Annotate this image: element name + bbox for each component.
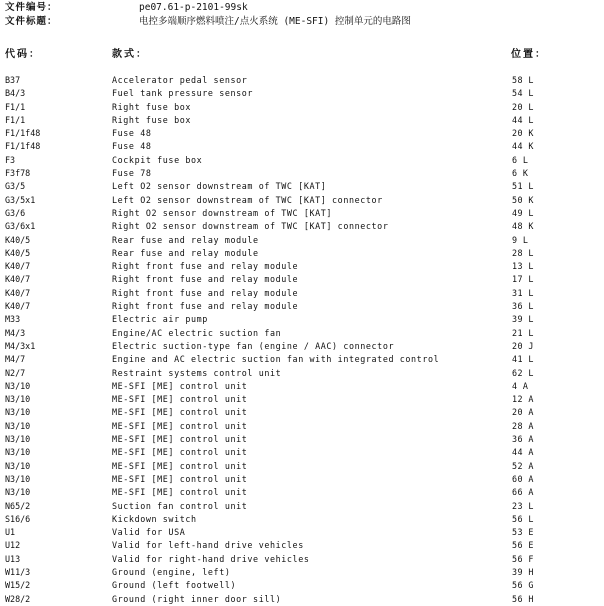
list-item (0, 327, 604, 340)
list-item (0, 167, 604, 180)
component-position: 23 L (512, 500, 534, 511)
component-code: F1/1 (5, 101, 26, 112)
component-code: U13 (5, 553, 21, 564)
component-code: K40/7 (5, 261, 31, 272)
component-position: 56 G (512, 580, 534, 591)
list-item (0, 367, 604, 380)
component-position: 39 L (512, 314, 534, 325)
component-description: Right O2 sensor downstream of TWC [KAT] (112, 207, 333, 218)
component-description: Right fuse box (112, 114, 191, 125)
component-description: ME-SFI [ME] control unit (112, 447, 248, 458)
component-description: ME-SFI [ME] control unit (112, 420, 248, 431)
component-position: 51 L (512, 181, 534, 192)
list-item (0, 593, 604, 606)
component-description: Fuse 78 (112, 168, 152, 179)
list-item (0, 340, 604, 353)
list-item (0, 220, 604, 233)
component-description: Right front fuse and relay module (112, 287, 299, 298)
list-item (0, 207, 604, 220)
component-position: 17 L (512, 274, 534, 285)
component-code: W15/2 (5, 580, 31, 591)
list-item (0, 313, 604, 326)
component-code: F3f78 (5, 168, 31, 179)
list-item (0, 194, 604, 207)
component-description: Ground (engine, left) (112, 566, 231, 577)
list-item (0, 539, 604, 552)
component-code: N3/10 (5, 380, 31, 391)
component-position: 28 L (512, 247, 534, 258)
component-code: F1/1 (5, 114, 26, 125)
component-description: Suction fan control unit (112, 500, 248, 511)
component-position: 60 A (512, 473, 534, 484)
component-description: ME-SFI [ME] control unit (112, 394, 248, 405)
component-code: M4/3 (5, 327, 26, 338)
list-item (0, 140, 604, 153)
list-item (0, 406, 604, 419)
component-position: 53 E (512, 527, 534, 538)
component-description: ME-SFI [ME] control unit (112, 460, 248, 471)
component-description: Right front fuse and relay module (112, 261, 299, 272)
component-description: Electric air pump (112, 314, 208, 325)
component-position: 48 K (512, 221, 534, 232)
component-code: W28/2 (5, 593, 31, 604)
list-item (0, 566, 604, 579)
component-code: B37 (5, 75, 21, 85)
component-description: Ground (left footwell) (112, 580, 237, 591)
component-code: G3/5 (5, 181, 26, 192)
component-code: G3/6 (5, 207, 26, 218)
file-title-label: 文件标题： (5, 16, 58, 27)
component-position: 62 L (512, 367, 534, 378)
component-position: 28 A (512, 420, 534, 431)
component-description: Right O2 sensor downstream of TWC [KAT] connector (112, 221, 389, 232)
list-item (0, 114, 604, 127)
list-item (0, 473, 604, 486)
component-position: 31 L (512, 287, 534, 298)
list-item (0, 353, 604, 366)
component-description: Engine/AC electric suction fan (112, 327, 282, 338)
component-position: 6 L (512, 154, 529, 165)
component-position: 56 H (512, 593, 534, 604)
component-position: 44 L (512, 114, 534, 125)
component-description: Engine and AC electric suction fan with integrated control (112, 354, 440, 365)
component-code: M4/7 (5, 354, 26, 365)
component-position: 49 L (512, 207, 534, 218)
component-description: ME-SFI [ME] control unit (112, 380, 248, 391)
list-item (0, 460, 604, 473)
component-code: N3/10 (5, 487, 31, 498)
component-position: 56 L (512, 513, 534, 524)
list-item (0, 101, 604, 114)
list-item (0, 526, 604, 539)
list-item (0, 180, 604, 193)
component-code: N3/10 (5, 407, 31, 418)
component-description: Cockpit fuse box (112, 154, 203, 165)
list-item (0, 579, 604, 592)
file-number-value: pe07.61-p-2101-99sk (139, 2, 248, 13)
component-code: N3/10 (5, 473, 31, 484)
component-code: W11/3 (5, 566, 31, 577)
component-position: 36 A (512, 434, 534, 445)
component-description: Valid for USA (112, 527, 186, 538)
list-item (0, 300, 604, 313)
component-position: 39 H (512, 566, 534, 577)
component-description: Kickdown switch (112, 513, 197, 524)
component-code: K40/7 (5, 301, 31, 312)
component-position: 20 J (512, 340, 534, 351)
component-position: 44 A (512, 447, 534, 458)
component-description: Ground (right inner door sill) (112, 593, 282, 604)
component-description: ME-SFI [ME] control unit (112, 434, 248, 445)
component-description: Fuse 48 (112, 128, 152, 139)
component-description: Accelerator pedal sensor (112, 75, 248, 85)
component-position: 20 A (512, 407, 534, 418)
component-description: Right front fuse and relay module (112, 301, 299, 312)
list-item (0, 446, 604, 459)
component-description: Fuel tank pressure sensor (112, 88, 254, 99)
component-code: F3 (5, 154, 16, 165)
list-item (0, 513, 604, 526)
component-description: ME-SFI [ME] control unit (112, 473, 248, 484)
list-item (0, 420, 604, 433)
code-column-header: 代码： (5, 49, 41, 60)
component-code: N3/10 (5, 447, 31, 458)
component-code: U12 (5, 540, 21, 551)
list-item (0, 393, 604, 406)
component-code: K40/7 (5, 274, 31, 285)
component-code: K40/5 (5, 234, 31, 245)
component-code: N2/7 (5, 367, 26, 378)
file-number-label: 文件编号： (5, 2, 58, 13)
list-item (0, 486, 604, 499)
component-description: Rear fuse and relay module (112, 234, 259, 245)
component-position: 56 E (512, 540, 534, 551)
list-item (0, 553, 604, 566)
list-item (0, 433, 604, 446)
component-code: M33 (5, 314, 21, 325)
component-position: 20 K (512, 128, 534, 139)
component-code: N3/10 (5, 420, 31, 431)
list-item (0, 154, 604, 167)
list-item (0, 127, 604, 140)
component-description: ME-SFI [ME] control unit (112, 407, 248, 418)
component-position: 58 L (512, 75, 534, 85)
component-code: U1 (5, 527, 16, 538)
component-position: 6 K (512, 168, 529, 179)
component-position: 50 K (512, 194, 534, 205)
component-code: F1/1f48 (5, 128, 41, 139)
list-item (0, 87, 604, 100)
component-description: Left O2 sensor downstream of TWC [KAT] connector (112, 194, 383, 205)
list-item (0, 74, 604, 87)
component-description: Rear fuse and relay module (112, 247, 259, 258)
component-description: Electric suction-type fan (engine / AAC) connector (112, 340, 395, 351)
component-code: M4/3x1 (5, 340, 36, 351)
component-code: S16/6 (5, 513, 31, 524)
component-position: 66 A (512, 487, 534, 498)
component-code: B4/3 (5, 88, 26, 99)
component-position: 21 L (512, 327, 534, 338)
component-position: 13 L (512, 261, 534, 272)
component-code: F1/1f48 (5, 141, 41, 152)
list-item (0, 234, 604, 247)
component-position: 20 L (512, 101, 534, 112)
component-code: N3/10 (5, 434, 31, 445)
component-position: 41 L (512, 354, 534, 365)
component-position: 36 L (512, 301, 534, 312)
component-description: Valid for right-hand drive vehicles (112, 553, 310, 564)
component-code: G3/5x1 (5, 194, 36, 205)
list-item (0, 247, 604, 260)
component-code: K40/7 (5, 287, 31, 298)
component-code: N65/2 (5, 500, 31, 511)
component-position: 9 L (512, 234, 529, 245)
component-code: K40/5 (5, 247, 31, 258)
component-position: 44 K (512, 141, 534, 152)
list-item (0, 273, 604, 286)
list-item (0, 287, 604, 300)
component-description: Left O2 sensor downstream of TWC [KAT] (112, 181, 327, 192)
component-position: 56 F (512, 553, 534, 564)
component-code: G3/6x1 (5, 221, 36, 232)
component-position: 12 A (512, 394, 534, 405)
list-item (0, 380, 604, 393)
list-item (0, 260, 604, 273)
component-position: 52 A (512, 460, 534, 471)
component-description: ME-SFI [ME] control unit (112, 487, 248, 498)
component-description: Restraint systems control unit (112, 367, 282, 378)
component-description: Fuse 48 (112, 141, 152, 152)
list-item (0, 500, 604, 513)
component-list (0, 74, 604, 606)
file-title-value: 电控多端顺序燃料喷注/点火系统 (ME-SFI) 控制单元的电路图 (139, 16, 411, 27)
component-position: 4 A (512, 380, 529, 391)
component-description: Right fuse box (112, 101, 191, 112)
component-code: N3/10 (5, 394, 31, 405)
component-description: Right front fuse and relay module (112, 274, 299, 285)
position-column-header: 位置： (511, 49, 547, 60)
component-position: 54 L (512, 88, 534, 99)
component-description: Valid for left-hand drive vehicles (112, 540, 304, 551)
component-code: N3/10 (5, 460, 31, 471)
style-column-header: 款式： (112, 49, 148, 60)
